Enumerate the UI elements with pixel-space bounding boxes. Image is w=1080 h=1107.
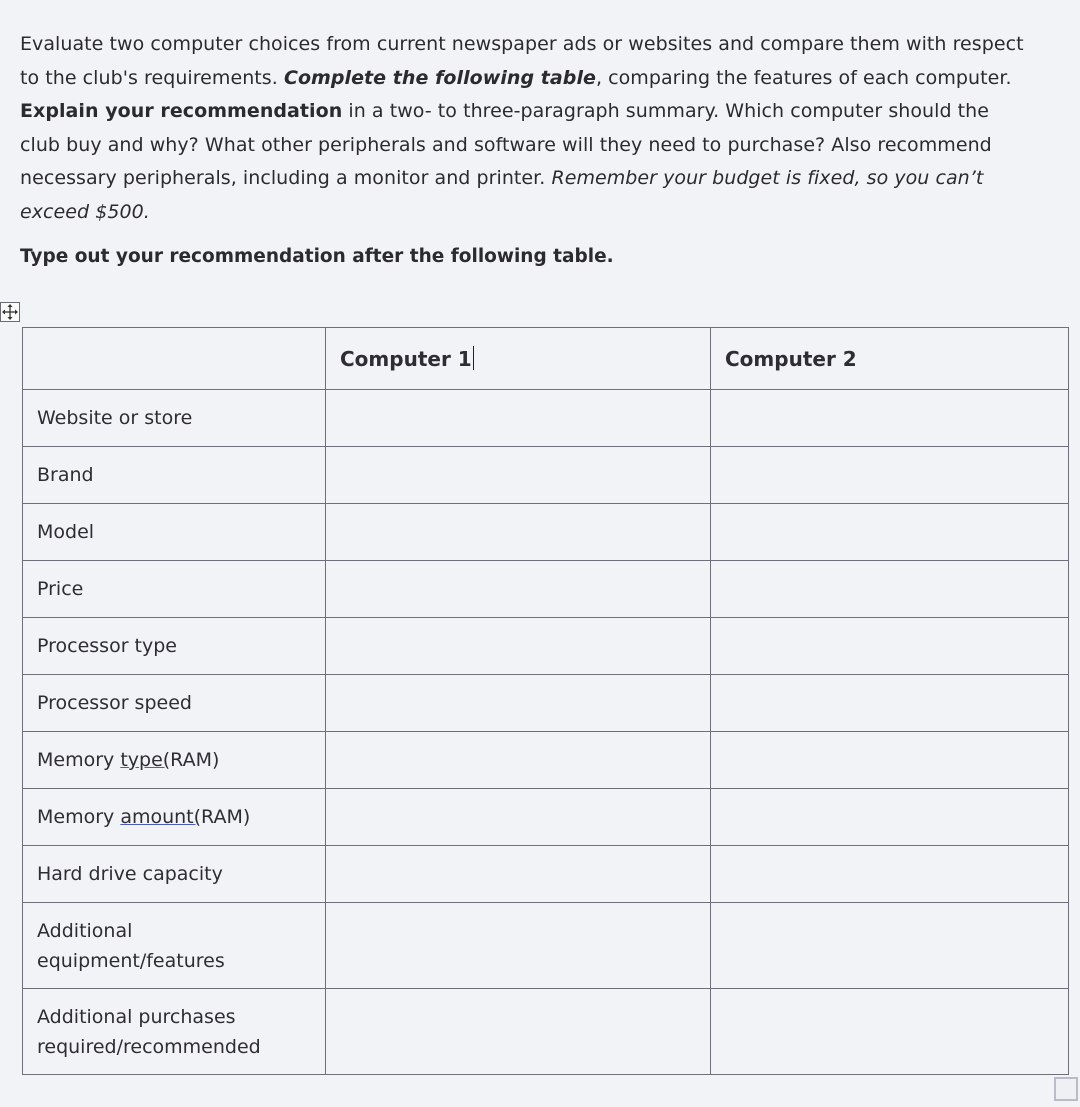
cell-computer-2-price[interactable] [711,561,1069,618]
table-row [23,846,1069,903]
cell-computer-2-memory-amount[interactable] [711,789,1069,846]
cell-computer-2-brand[interactable] [711,447,1069,504]
cell-computer-1-hard-drive[interactable] [326,846,711,903]
additional-equipment-line-2: equipment/features [37,949,225,972]
table-row [23,561,1069,618]
header-cell-computer-2[interactable]: Computer 2 [711,328,1069,390]
cell-computer-2-hard-drive[interactable] [711,846,1069,903]
cell-computer-2-processor-type[interactable] [711,618,1069,675]
type-out-instruction: Type out your recommendation after the following table. [20,246,614,267]
instructions-text-3: in a two- to three-paragraph summary. Which computer should the club buy and why? What other peripherals and software will they need to purchase? Also recommend necessary peripherals, including a monitor and printer. [20,100,992,189]
memory-amount-label-underlined: amount( [120,806,202,828]
memory-amount-label-pre: Memory [37,806,121,828]
instructions-emphasis-budget: Remember your budget is fixed, so you can’t exceed $500. [20,167,984,223]
row-label-website[interactable]: Website or store [23,390,326,447]
table-row [23,447,1069,504]
text-cursor [473,346,475,370]
cell-computer-1-additional-equipment[interactable] [326,903,711,989]
instructions-paragraph [20,28,1030,229]
instructions-text-1: Evaluate two computer choices from current newspaper ads or websites and compare them with respect to the club's requirements. [20,33,1024,89]
cell-computer-2-additional-purchases[interactable] [711,989,1069,1075]
cell-computer-2-additional-equipment[interactable] [711,903,1069,989]
row-label-memory-type[interactable] [23,732,326,789]
cell-computer-1-memory-amount[interactable] [326,789,711,846]
row-label-processor-speed[interactable]: Processor speed [23,675,326,732]
row-label-brand[interactable]: Brand [23,447,326,504]
header-cell-blank[interactable] [23,328,326,390]
cell-computer-1-memory-type[interactable] [326,732,711,789]
row-label-model[interactable]: Model [23,504,326,561]
cell-computer-1-price[interactable] [326,561,711,618]
instructions-emphasis-explain: Explain your recommendation [20,100,343,122]
table-row [23,675,1069,732]
row-label-processor-type[interactable]: Processor type [23,618,326,675]
cell-computer-2-model[interactable] [711,504,1069,561]
table-header-row [23,328,1069,390]
table-move-handle-icon[interactable] [0,302,20,322]
cell-computer-1-processor-speed[interactable] [326,675,711,732]
cell-computer-1-website[interactable] [326,390,711,447]
memory-type-label-underlined: type( [120,749,171,771]
cell-computer-1-model[interactable] [326,504,711,561]
row-label-memory-amount[interactable] [23,789,326,846]
table-row [23,618,1069,675]
table-row [23,903,1069,989]
memory-amount-label-post: RAM) [201,806,251,828]
cell-computer-1-additional-purchases[interactable] [326,989,711,1075]
instructions-emphasis-complete-table: Complete the following table [283,66,596,89]
memory-type-label-pre: Memory [37,749,121,771]
row-label-hard-drive[interactable]: Hard drive capacity [23,846,326,903]
header-cell-computer-1[interactable] [326,328,711,390]
cell-computer-2-processor-speed[interactable] [711,675,1069,732]
cell-computer-1-brand[interactable] [326,447,711,504]
row-label-additional-equipment[interactable] [23,903,326,989]
cell-computer-2-memory-type[interactable] [711,732,1069,789]
memory-type-label-post: RAM) [170,749,220,771]
additional-equipment-line-1: Additional [37,919,133,942]
cell-computer-1-processor-type[interactable] [326,618,711,675]
additional-purchases-line-2: required/recommended [37,1035,261,1058]
table-row [23,390,1069,447]
row-label-price[interactable]: Price [23,561,326,618]
table-row [23,989,1069,1075]
additional-purchases-line-1: Additional purchases [37,1005,236,1028]
instructions-text-2: , comparing the features of each computer. [595,66,1012,89]
table-row [23,504,1069,561]
row-label-additional-purchases[interactable] [23,989,326,1075]
table-row [23,789,1069,846]
header-label-computer-1: Computer 1 [340,347,472,371]
cell-computer-2-website[interactable] [711,390,1069,447]
table-row [23,732,1069,789]
comparison-table [22,327,1069,1075]
table-resize-handle-icon[interactable] [1054,1077,1078,1101]
